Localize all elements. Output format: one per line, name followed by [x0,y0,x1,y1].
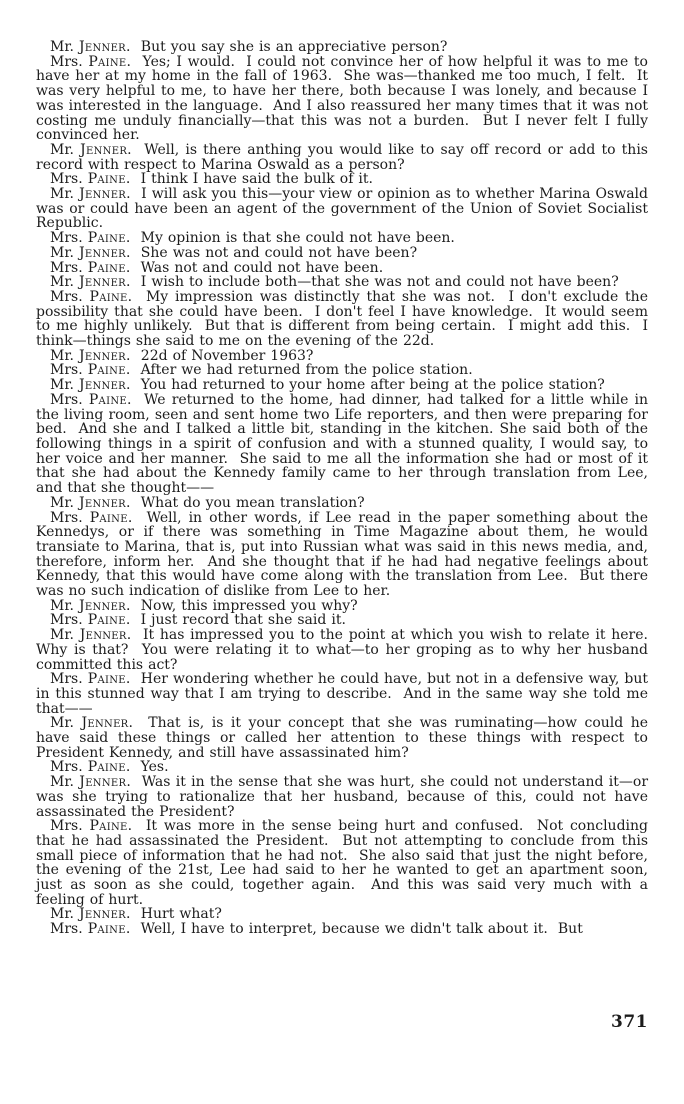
speaker-name: Paine. [87,612,131,629]
speaker-name: Paine. [87,230,131,247]
speaker-name: Paine. [89,288,133,305]
speaker-name: Jenner. [78,274,131,291]
speaker-name: Paine. [88,391,132,408]
speech-text: It has impressed you to the point at which you wish to relate it here. Why is that? You were relating it to what—to her groping as to why her husband committed this act? [36,627,659,673]
speaker-title: Mr. [50,347,74,364]
speech-text: What do you mean translation? [140,494,365,511]
transcript-paragraph [36,275,648,290]
speaker-title: Mrs. [50,612,83,629]
speaker-name: Jenner. [78,347,131,364]
speech-text: But you say she is an appreciative person? [140,39,448,55]
speaker-title: Mr. [50,715,74,732]
speaker-title: Mr. [50,906,74,923]
speaker-name: Jenner. [78,906,131,923]
transcript-paragraph [36,53,654,144]
transcript-paragraph [36,818,654,908]
speaker-name: Paine. [87,759,131,776]
transcript-paragraph [36,496,648,511]
speaker-name: Paine. [88,53,132,70]
speaker-title: Mrs. [50,362,83,379]
transcript-paragraph [36,172,648,187]
transcript-paragraph [36,922,648,937]
speaker-name: Paine. [89,818,133,835]
speaker-title: Mr. [50,244,74,261]
speech-text: Hurt what? [140,906,222,923]
transcript-paragraph [36,378,648,393]
speaker-name: Paine. [87,671,131,688]
speaker-name: Jenner. [79,627,132,644]
speech-text: My opinion is that she could not have been. [140,230,455,247]
speaker-title: Mr. [50,141,74,158]
speaker-title: Mrs. [50,671,83,688]
speech-text: That is, is it your concept that she was ruminating—how could he have said these things or called her attention to these things with respect to President Kennedy, and still have assassinated him? [36,715,654,761]
transcript-paragraph [36,40,648,55]
speech-text: We returned to the home, had dinner, had talked for a little while in the living room, seen and sent home two Life reporters, and then were preparing for bed. And she and I talked a little bit, standing in the kitchen. She said both of the following things in a spirit of confusion and with a stunned quality, I would say, to her voice and her manner. She said to me all the information she had or most of it that she had about the Kennedy family came to her through translation from Lee, and that she thought—— [36,391,654,497]
speech-text: Well, I have to interpret, because we didn't talk about it. But [140,921,583,938]
speaker-title: Mr. [50,377,74,394]
page-number: 371 [611,1012,648,1032]
speech-text: Well, is there anthing you would like to say off record or add to this record with respect to Marina Oswald as a person? [36,141,653,173]
transcript-paragraph [36,907,648,922]
speaker-title: Mr. [50,494,74,511]
transcript-paragraph [36,231,648,246]
speech-text: Her wondering whether he could have, but not in a defensive way, but in this stunned way that I am trying to describe. And in the same way she told me that—— [36,671,654,717]
speech-text: After we had returned from the police station. [140,362,473,379]
speaker-name: Paine. [89,509,133,526]
transcript-paragraph [36,715,654,761]
speaker-title: Mrs. [50,509,83,526]
speaker-name: Jenner. [78,244,131,261]
transcript-paragraph [36,509,654,600]
speech-text: 22d of November 1963? [140,347,314,364]
speech-text: I wish to include both—that she was not and could not have been? [140,274,619,291]
speech-text: I think I have said the bulk of it. [140,171,373,188]
speaker-name: Jenner. [78,597,131,614]
speaker-name: Paine. [87,259,131,276]
speech-text: Now, this impressed you why? [140,597,358,614]
speaker-name: Jenner. [79,774,132,791]
speech-text: Yes. [140,759,169,776]
speaker-title: Mrs. [50,259,83,276]
speaker-name: Jenner. [81,715,134,732]
speech-text: Yes; I would. I could not convince her of how helpful it was to me to have her at my home in the fall of 1963. She was—thanked me too much, I felt. It was very helpful to me, to have her there, both because I was lonely, and because I was interested in the language. And I also reassured her many times that it was not costing me unduly financially—that this was not a burden. But I never felt I fully convinced her. [36,53,654,144]
speaker-title: Mr. [50,274,74,291]
transcript-paragraph [36,363,648,378]
speaker-name: Paine. [87,921,131,938]
speaker-name: Jenner. [78,494,131,511]
speaker-title: Mrs. [50,759,83,776]
transcript-paragraph [36,391,654,497]
speaker-name: Paine. [87,362,131,379]
transcript-paragraph [36,246,648,261]
transcript-paragraph [36,349,648,364]
speech-text: I just record that she said it. [140,612,346,629]
speaker-title: Mr. [50,186,74,203]
speaker-title: Mrs. [50,53,83,70]
speaker-title: Mrs. [50,171,83,188]
speech-text: She was not and could not have been? [140,244,418,261]
speaker-name: Jenner. [78,39,131,55]
speech-text: I will ask you this—your view or opinion as to whether Marina Oswald was or could have been an agent of the government of the Union of Soviet Socialist Republic. [36,186,654,232]
speech-text: It was more in the sense being hurt and confused. Not concluding that he had assassinated the President. But not attempting to conclude from this small piece of information that he had not. She also said that just the night before, the evening of the 21st, Lee had said to her he wanted to get an apartment soon, just as soon as she could, together again. And this was said very much with a feeling of hurt. [36,818,654,908]
speaker-title: Mrs. [50,921,83,938]
speech-text: You had returned to your home after being at the police station? [140,377,605,394]
transcript-paragraph [36,186,654,232]
speech-text: Was it in the sense that she was hurt, she could not understand it—or was she trying to rationalize that her husband, because of this, could not have assassinated the President? [36,774,654,820]
speaker-name: Jenner. [79,186,131,203]
transcript-paragraph [36,774,654,820]
speaker-title: Mrs. [50,230,83,247]
speech-text: Well, in other words, if Lee read in the paper something about the Kennedys, or if there was something in Time Magazine about them, he would transiate to Marina, that is, put into Russian what was said in this news media, and, therefore, inform her. And she thought that if he had had negative feelings about Kennedy, that this would have come along with the translation from Lee. But there was no such indication of dislike from Lee to her. [36,509,654,600]
speaker-name: Jenner. [78,377,131,394]
speaker-title: Mrs. [50,818,83,835]
transcript-paragraph [36,671,654,717]
transcript-paragraph [36,613,648,628]
transcript-paragraph [36,599,648,614]
speech-text: Was not and could not have been. [140,259,384,276]
transcript [36,39,659,938]
speech-text: My impression was distinctly that she was not. I don't exclude the possibility that she could have been. I don't feel I have knowledge. It would seem to me highly unlikely. But that is different from being certain. I might add this. I think—things she said to me on the evening of the 22d. [36,288,654,350]
speaker-title: Mr. [50,774,74,791]
speaker-title: Mr. [50,597,74,614]
speaker-title: Mrs. [50,288,83,305]
speaker-title: Mrs. [50,391,83,408]
transcript-paragraph [36,141,653,173]
transcript-paragraph [36,288,654,350]
speaker-name: Jenner. [80,141,132,158]
transcript-paragraph [36,261,648,276]
speaker-title: Mr. [50,39,74,55]
transcript-paragraph [36,627,659,673]
transcript-paragraph [36,760,648,775]
speaker-name: Paine. [87,171,131,188]
speaker-title: Mr. [50,627,74,644]
